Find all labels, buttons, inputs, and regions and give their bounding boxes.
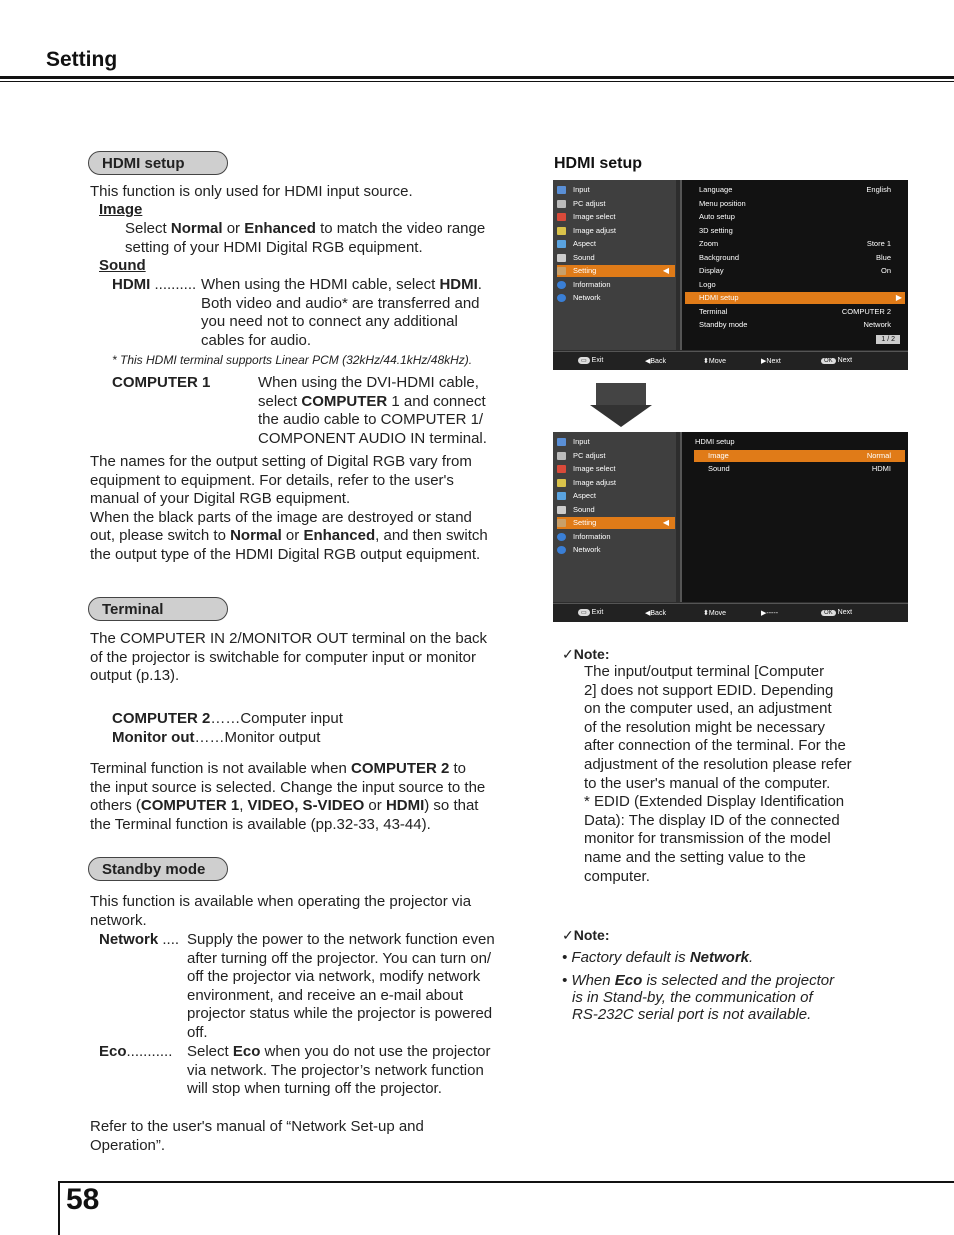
menu-bottom-bar [553, 351, 908, 370]
menu-item-input: Input [557, 184, 675, 196]
next-hint: ▶----- [761, 610, 779, 617]
footer-rule [58, 1181, 954, 1183]
menu-left-panel [553, 432, 676, 602]
sound-icon [557, 254, 566, 262]
down-arrow-icon [590, 405, 652, 427]
terminal-options: COMPUTER 2……Computer input Monitor out……Monitor output [112, 710, 343, 746]
menu-item-network: Network [557, 292, 675, 304]
note-2-bullet-1: • Factory default is Network. [562, 949, 754, 966]
image-subheading: Image [99, 201, 143, 218]
menu-right-panel [680, 180, 908, 350]
menu-screenshot-2 [553, 432, 908, 622]
menu-key-icon: ▭ [578, 357, 590, 364]
setting-row-terminal: Terminal COMPUTER 2 [699, 307, 891, 316]
hdmi-description: When using the HDMI cable, select HDMI. Both video and audio* are transferred and you need not to connect any additional cables for audio. [201, 276, 482, 349]
page-header-title: Setting [46, 48, 118, 71]
back-hint: ◀Back [645, 358, 666, 365]
setting-icon [557, 267, 566, 275]
sound-icon [557, 506, 566, 514]
input-icon [557, 186, 566, 194]
menu-item-aspect: Aspect [557, 238, 675, 250]
standby-intro: This function is available when operating the projector via network. [90, 893, 472, 929]
computer1-description: When using the DVI-HDMI cable, select COMPUTER 1 and connect the audio cable to COMPUTER 1/ COMPONENT AUDIO IN terminal. [258, 374, 487, 447]
setting-row-auto-setup: Auto setup [699, 212, 735, 221]
note-1-text: The input/output terminal [Computer 2] does not support EDID. Depending on the computer used, an adjustment of the resolution might be necessary after connection of the terminal. For the adjustment of the resolution please refer to the user's manual of the computer. * EDID (Extended Display Identification Data): The display ID of the connected monitor for transmission of the model name and the setting value to the computer. [584, 663, 852, 885]
menu-item-sound: Sound [557, 504, 675, 516]
ok-next-hint: OK Next [821, 357, 852, 364]
down-arrow-stem [596, 383, 646, 405]
checkmark-icon: ✓ [562, 646, 574, 662]
setting-row-3d-setting: 3D setting [699, 226, 733, 235]
menu-item-setting: Setting ◀ [557, 517, 675, 529]
submenu-title: HDMI setup [695, 437, 735, 446]
menu-item-pc-adjust: PC adjust [557, 450, 675, 462]
menu-item-image-adjust: Image adjust [557, 225, 675, 237]
header-rule-thin [0, 81, 954, 82]
pc-adjust-icon [557, 452, 566, 460]
menu-item-image-select: Image select [557, 211, 675, 223]
setting-row-logo: Logo [699, 280, 716, 289]
note-heading-2: ✓Note: [562, 927, 610, 943]
menu-item-information: Information [557, 279, 675, 291]
menu-item-image-select: Image select [557, 463, 675, 475]
menu-item-input: Input [557, 436, 675, 448]
hdmi-footnote: * This HDMI terminal supports Linear PCM (32kHz/44.1kHz/48kHz). [112, 353, 473, 367]
hdmi-row-image: Image Normal [694, 450, 905, 462]
checkmark-icon: ✓ [562, 927, 574, 943]
ok-key-icon: OK [821, 358, 836, 364]
eco-description: Select Eco when you do not use the projector via network. The projector’s network function will stop when turning off the projector. [187, 1043, 491, 1098]
terminal-intro: The COMPUTER IN 2/MONITOR OUT terminal on the back of the projector is switchable for computer input or monitor output (p.13). [90, 630, 488, 685]
back-hint: ◀Back [645, 610, 666, 617]
network-term: Network .... [99, 931, 180, 948]
hdmi-setup-heading: HDMI setup [554, 155, 642, 172]
hdmi-intro: This function is only used for HDMI input source. [90, 183, 413, 200]
input-icon [557, 438, 566, 446]
network-icon [557, 294, 566, 302]
menu-right-panel [680, 432, 908, 602]
exit-hint: ▭ Exit [578, 357, 603, 364]
page-indicator: 1 / 2 [876, 335, 900, 344]
hdmi-paragraph: The names for the output setting of Digital RGB vary from equipment to equipment. For details, refer to the user's manual of your Digital RGB equipment. When the black parts of the image are destroyed or stand out, please switch to Normal or Enhanced, and then switch the output type of the HDMI Digital RGB output equipment. [90, 453, 488, 563]
left-arrow-icon: ◀ [662, 266, 669, 275]
setting-row-display: Display On [699, 266, 891, 275]
move-hint: ⬍Move [703, 358, 726, 365]
network-icon [557, 546, 566, 554]
menu-item-aspect: Aspect [557, 490, 675, 502]
menu-item-network: Network [557, 544, 675, 556]
setting-row-hdmi-setup: HDMI setup ▶ [685, 292, 905, 304]
menu-left-panel [553, 180, 676, 350]
information-icon [557, 533, 566, 541]
sound-subheading: Sound [99, 257, 146, 274]
section-pill-hdmi-setup: HDMI setup [88, 151, 228, 175]
section-pill-terminal: Terminal [88, 597, 228, 621]
eco-term: Eco........... [99, 1043, 173, 1060]
computer1-term: COMPUTER 1 [112, 374, 211, 391]
left-arrow-icon: ◀ [662, 518, 669, 527]
pc-adjust-icon [557, 200, 566, 208]
right-arrow-icon: ▶ [895, 293, 902, 302]
footer-rule-vertical [58, 1181, 60, 1235]
setting-row-menu-position: Menu position [699, 199, 746, 208]
image-adjust-icon [557, 479, 566, 487]
image-text: Select Normal or Enhanced to match the video range setting of your HDMI Digital RGB equipment. [125, 220, 486, 256]
menu-item-setting: Setting ◀ [557, 265, 675, 277]
menu-item-sound: Sound [557, 252, 675, 264]
image-adjust-icon [557, 227, 566, 235]
setting-icon [557, 519, 566, 527]
aspect-icon [557, 492, 566, 500]
header-rule [0, 76, 954, 79]
setting-row-language: Language English [699, 185, 891, 194]
menu-screenshot-1 [553, 180, 908, 370]
hdmi-term: HDMI .......... [112, 276, 197, 293]
setting-row-zoom: Zoom Store 1 [699, 239, 891, 248]
aspect-icon [557, 240, 566, 248]
menu-item-pc-adjust: PC adjust [557, 198, 675, 210]
menu-item-information: Information [557, 531, 675, 543]
menu-item-image-adjust: Image adjust [557, 477, 675, 489]
menu-bottom-bar [553, 603, 908, 622]
ok-next-hint: OK Next [821, 609, 852, 616]
section-pill-standby-mode: Standby mode [88, 857, 228, 881]
note-2-bullet-2: • When Eco is selected and the projector is in Stand-by, the communication of RS-232C serial port is not available. [562, 972, 835, 1023]
image-select-icon [557, 465, 566, 473]
setting-row-background: Background Blue [699, 253, 891, 262]
information-icon [557, 281, 566, 289]
network-description: Supply the power to the network function even after turning off the projector. You can turn on/ off the projector via network, modify network environment, and receive an e-mail about projector status while the projector is powered off. [187, 931, 495, 1041]
exit-hint: ▭ Exit [578, 609, 603, 616]
next-hint: ▶Next [761, 358, 781, 365]
move-hint: ⬍Move [703, 610, 726, 617]
hdmi-row-sound: Sound HDMI [708, 464, 891, 473]
note-heading-1: ✓Note: [562, 646, 610, 662]
page-number: 58 [66, 1183, 100, 1216]
ok-key-icon: OK [821, 610, 836, 616]
refer-text: Refer to the user's manual of “Network Set-up and Operation”. [90, 1118, 424, 1154]
terminal-paragraph: Terminal function is not available when COMPUTER 2 to the input source is selected. Change the input source to the others (COMPUTER 1, VIDEO, S-VIDEO or HDMI) so that the Terminal function is available (pp.32-33, 43-44). [90, 760, 486, 833]
menu-key-icon: ▭ [578, 609, 590, 616]
image-select-icon [557, 213, 566, 221]
setting-row-standby-mode: Standby mode Network [699, 320, 891, 329]
